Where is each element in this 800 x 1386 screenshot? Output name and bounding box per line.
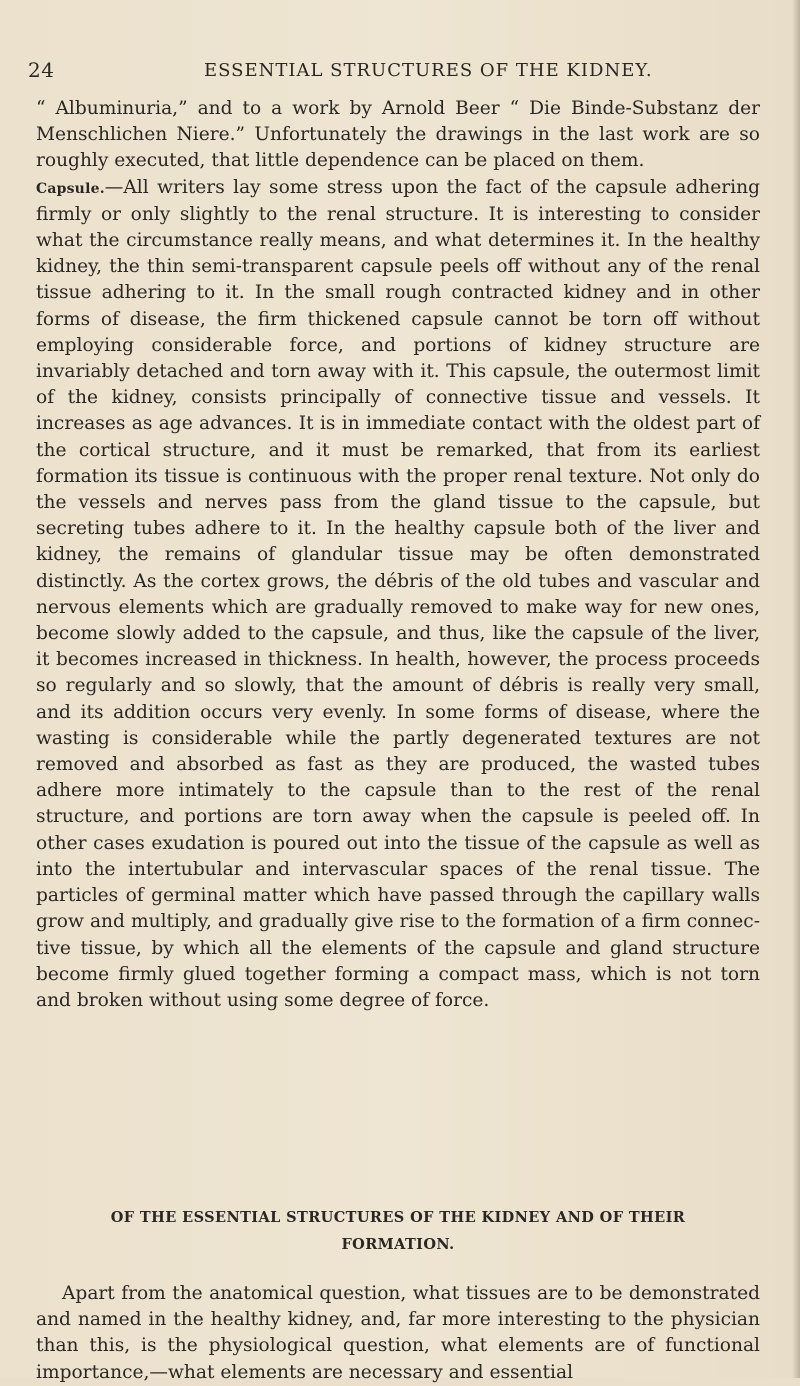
running-head: ESSENTIAL STRUCTURES OF THE KIDNEY. bbox=[204, 60, 653, 81]
paragraph-apart-text: Apart from the anatomical question, what tissues are to be demonstrated and named in the healthy kidney, and, far more interesting to the physician than this, is the physiological question, what elements are of functional importance,—what elements are necessary and essential bbox=[36, 1283, 760, 1383]
paragraph-capsule-text: —All writers lay some stress upon the fact of the capsule adhering firmly or only slightly to the renal structure. It is interesting to consider what the circumstance really means, and what determines it. In the healthy kidney, the thin semi-transparent capsule peels off without any of the renal tissue adhering to it. In the small rough contracted kidney and in other forms of disease, the firm thickened capsule cannot be torn off without employing considerable force, and portions of kidney structure are invariably detached and torn away with it. This capsule, the outermost limit of the kidney, consists principally of connective tissue and vessels. It increases as age advances. It is in immediate contact with the oldest part of the cortical structure, and it must be remarked, that from its earliest formation its tissue is continuous with the proper renal texture. Not only do the vessels and nerves pass from the gland tissue to the capsule, but secreting tubes adhere to it. In the healthy capsule both of the liver and kidney, the remains of glandular tissue may be often demonstrated distinctly. As the cortex grows, the débris of the old tubes and vascular and nervous elements which are gradually removed to make way for new ones, become slowly added to the capsule, and thus, like the capsule of the liver, it becomes increased in thickness. In health, however, the process proceeds so regularly and so slowly, that the amount of débris is really very small, and its addition occurs very evenly. In some forms of disease, where the wasting is considerable while the partly degenerated textures are not removed and absorbed as fast as they are produced, the wasted tubes adhere more intimately to the capsule than to the rest of the renal structure, and portions are torn away when the capsule is peeled off. In other cases exudation is poured out into the tissue of the capsule as well as into the intertubular and intervascular spaces of the renal tissue. The particles of germinal matter which have passed through the capillary walls grow and multiply, and gradually give rise to the formation of a firm connective tissue, by which all the elements of the capsule and gland structure become firmly glued together forming a compact mass, which is not torn and broken without using some degree of force. bbox=[36, 176, 760, 1011]
page-number: 24 bbox=[28, 58, 55, 82]
paragraph-continued-text: “ Albuminuria,” and to a work by Arnold Beer “ Die Binde-Substanz der Menschlichen Niere.” Unfortunately the drawings in the last work are so roughly executed, that little dependence can be placed on them. bbox=[36, 98, 760, 172]
paragraph-apart bbox=[36, 1281, 760, 1386]
paragraph-capsule bbox=[36, 175, 760, 1015]
main-text-block bbox=[36, 96, 760, 1014]
section-heading bbox=[36, 1204, 760, 1258]
page-edge-shadow bbox=[792, 0, 800, 1378]
paragraph-continued bbox=[36, 96, 760, 175]
page-header bbox=[28, 58, 768, 84]
section-heading-line-1: OF THE ESSENTIAL STRUCTURES OF THE KIDNEY AND OF THEIR bbox=[110, 1209, 686, 1226]
section-heading-line-2: FORMATION. bbox=[341, 1236, 455, 1253]
capsule-sidehead: Capsule. bbox=[36, 180, 105, 197]
